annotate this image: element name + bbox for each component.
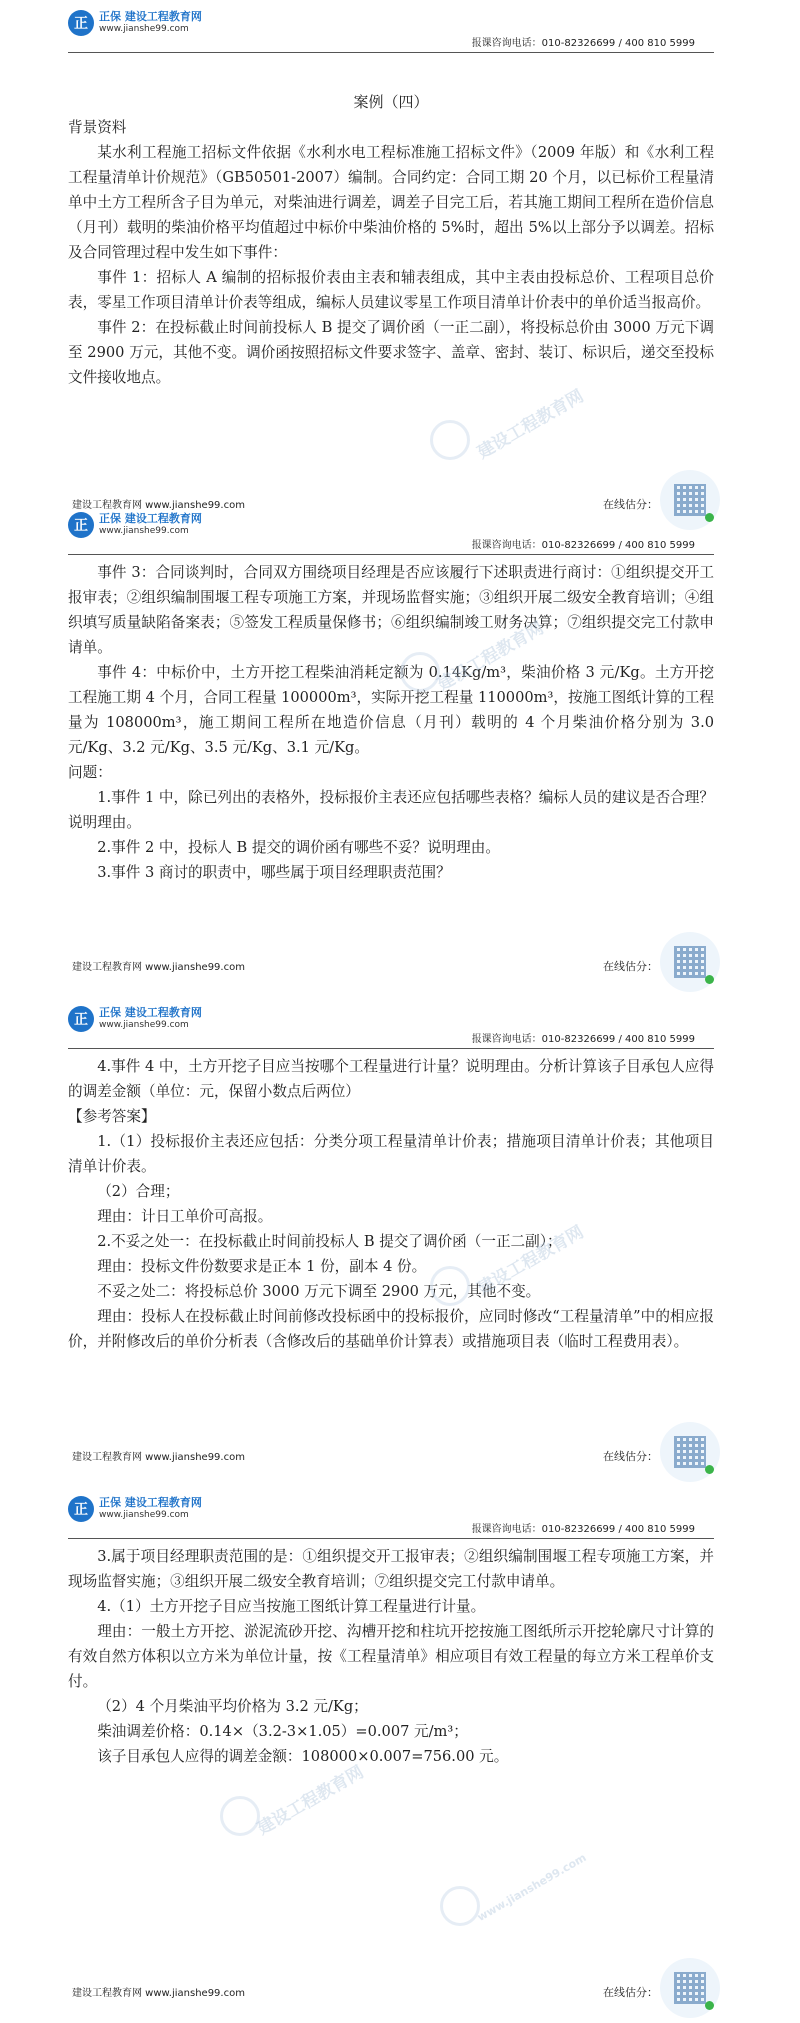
answer-4-2: 理由：一般土方开挖、淤泥流砂开挖、沟槽开挖和柱坑开挖按施工图纸所示开挖轮廓尺寸计算的有效自然方体积以立方米为单位计量，按《工程量清单》相应项目有效工程量的每立方米工程单价支付。	[68, 1623, 714, 1690]
qr-code-icon[interactable]	[660, 1958, 720, 2018]
watermark-text: 建设工程教育网	[474, 1222, 588, 1300]
footer-eval-label: 在线估分：	[603, 1986, 658, 1999]
footer-eval-label: 在线估分：	[603, 1450, 658, 1463]
paragraph: 某水利工程施工招标文件依据《水利水电工程标准施工招标文件》（2009 年版）和《水利工程工程量清单计价规范》（GB50501-2007）编制。合同约定：合同工期 20 个月，以已标价工程量清单中土方工程所含子目为单元，对柴油进行调差，调差子目完工后，若其施工期间工程所在造价信息（月刊）载明的柴油价格平均值超过中标价中柴油价格的 5%时，超出 5%以上部分予以调差。招标及合同管理过程中发生如下事件：	[68, 144, 714, 261]
answer-1-1: 1.（1）投标报价主表还应包括：分类分项工程量清单计价表；措施项目清单计价表；其他项目清单计价表。	[68, 1133, 714, 1175]
footer-eval-label: 在线估分：	[603, 960, 658, 973]
event-3: 事件 3：合同谈判时，合同双方围绕项目经理是否应该履行下述职责进行商讨：①组织提交开工报审表；②组织编制围堰工程专项施工方案，并现场监督实施；③组织开展二级安全教育培训；④组织填写质量缺陷备案表；⑤签发工程质量保修书；⑥组织编制竣工财务决算；⑦组织提交完工付款申请单。	[68, 564, 714, 656]
question-4: 4.事件 4 中，土方开挖子目应当按哪个工程量进行计量？说明理由。分析计算该子目承包人应得的调差金额（单位：元，保留小数点后两位）	[68, 1058, 714, 1100]
sheet-3	[0, 996, 800, 1486]
question-2: 2.事件 2 中，投标人 B 提交的调价函有哪些不妥？说明理由。	[97, 839, 500, 856]
answer-4-4: 柴油调差价格：0.14×（3.2-3×1.05）=0.007 元/m³；	[97, 1723, 468, 1740]
watermark-text: 建设工程教育网	[434, 618, 548, 696]
answer-2-3: 不妥之处二：将投标总价 3000 万元下调至 2900 万元，其他不变。	[97, 1283, 541, 1300]
sheet-4	[0, 1486, 800, 2022]
answer-2-4: 理由：投标人在投标截止时间前修改投标函中的投标报价，应同时修改“工程量清单”中的相应报价，并附修改后的单价分析表（含修改后的基础单价计算表）或措施项目表（临时工程费用表）。	[68, 1308, 714, 1350]
answer-3: 3.属于项目经理职责范围的是：①组织提交开工报审表；②组织编制围堰工程专项施工方案，并现场监督实施；③组织开展二级安全教育培训；⑦组织提交完工付款申请单。	[68, 1548, 714, 1590]
logo	[68, 512, 202, 538]
logo-site: www.jianshe99.com	[99, 1510, 189, 1520]
header-divider	[68, 52, 714, 53]
logo	[68, 1496, 202, 1522]
header-divider	[68, 554, 714, 555]
answer-1-3: 理由：计日工单价可高报。	[97, 1208, 273, 1225]
page-body	[0, 90, 800, 470]
page-title: 案例（四）	[353, 93, 429, 111]
logo-mark-icon: 正	[68, 1006, 94, 1032]
footer-site: 建设工程教育网 www.jianshe99.com	[72, 1988, 245, 1999]
page-body	[0, 1054, 800, 1422]
hotline: 报课咨询电话：010-82326699 / 400 810 5999	[471, 38, 695, 49]
footer-eval-label: 在线估分：	[603, 498, 658, 511]
logo-site: www.jianshe99.com	[99, 526, 189, 536]
hotline: 报课咨询电话：010-82326699 / 400 810 5999	[471, 1524, 695, 1535]
logo-mark-icon: 正	[68, 10, 94, 36]
footer-site: 建设工程教育网 www.jianshe99.com	[72, 962, 245, 973]
page-footer	[0, 932, 800, 996]
qr-code-icon[interactable]	[660, 932, 720, 992]
page-header	[0, 996, 800, 1054]
sheet-2	[0, 502, 800, 996]
logo-brand: 正保 建设工程教育网	[99, 512, 202, 525]
answer-4-5: 该子目承包人应得的调差金额：108000×0.007=756.00 元。	[97, 1748, 509, 1765]
page-body	[0, 560, 800, 932]
footer-site: 建设工程教育网 www.jianshe99.com	[72, 500, 245, 511]
qr-code-icon[interactable]	[660, 1422, 720, 1482]
header-divider	[68, 1538, 714, 1539]
hotline: 报课咨询电话：010-82326699 / 400 810 5999	[471, 1034, 695, 1045]
sheet-1	[0, 0, 800, 511]
header-divider	[68, 1048, 714, 1049]
answer-4-1: 4.（1）土方开挖子目应当按施工图纸计算工程量进行计量。	[97, 1598, 486, 1615]
logo-brand: 正保 建设工程教育网	[99, 10, 202, 23]
logo-brand: 正保 建设工程教育网	[99, 1496, 202, 1509]
answer-2-2: 理由：投标文件份数要求是正本 1 份，副本 4 份。	[97, 1258, 427, 1275]
logo-mark-icon: 正	[68, 512, 94, 538]
question-1: 1.事件 1 中，除已列出的表格外，投标报价主表还应包括哪些表格？编标人员的建议是否合理？说明理由。	[68, 789, 714, 831]
logo-site: www.jianshe99.com	[99, 24, 189, 34]
logo-mark-icon: 正	[68, 1496, 94, 1522]
logo	[68, 1006, 202, 1032]
page-footer	[0, 1958, 800, 2022]
page-header	[0, 0, 800, 58]
event-4: 事件 4：中标价中，土方开挖工程柴油消耗定额为 0.14Kg/m³，柴油价格 3 元/Kg。土方开挖工程施工期 4 个月，合同工程量 100000m³，实际开挖工程量 110000m³，按施工图纸计算的工程量为 108000m³，施工期间工程所在地造价信息（月刊）载明的 4 个月柴油价格分别为 3.0 元/Kg、3.2 元/Kg、3.5 元/Kg、3.1 元/Kg。	[68, 664, 714, 756]
page-footer	[0, 1422, 800, 1486]
page-body	[0, 1544, 800, 1958]
question-3: 3.事件 3 商讨的职责中，哪些属于项目经理职责范围？	[97, 864, 451, 881]
footer-site: 建设工程教育网 www.jianshe99.com	[72, 1452, 245, 1463]
logo-brand: 正保 建设工程教育网	[99, 1006, 202, 1019]
event-1: 事件 1：招标人 A 编制的招标报价表由主表和辅表组成，其中主表由投标总价、工程项目总价表，零星工作项目清单计价表等组成，编标人员建议零星工作项目清单计价表中的单价适当报高价。	[68, 269, 714, 311]
page-header	[0, 502, 800, 560]
hotline: 报课咨询电话：010-82326699 / 400 810 5999	[471, 540, 695, 551]
logo	[68, 10, 202, 36]
answer-label: 【参考答案】	[68, 1108, 156, 1125]
answer-1-2: （2）合理；	[97, 1183, 180, 1200]
answer-4-3: （2）4 个月柴油平均价格为 3.2 元/Kg；	[97, 1698, 368, 1715]
answer-2-1: 2.不妥之处一：在投标截止时间前投标人 B 提交了调价函（一正二副）；	[97, 1233, 562, 1250]
page-header	[0, 1486, 800, 1544]
background-label: 背景资料	[68, 119, 127, 136]
logo-site: www.jianshe99.com	[99, 1020, 189, 1030]
event-2: 事件 2：在投标截止时间前投标人 B 提交了调价函（一正二副），将投标总价由 3000 万元下调至 2900 万元，其他不变。调价函按照招标文件要求签字、盖章、密封、装订、标识后，递交至投标文件接收地点。	[68, 319, 714, 386]
questions-label: 问题：	[68, 764, 112, 781]
watermark-text: 建设工程教育网	[254, 1762, 368, 1840]
watermark-url: www.jianshe99.com	[475, 1850, 589, 1925]
watermark-text: 建设工程教育网	[474, 386, 588, 464]
